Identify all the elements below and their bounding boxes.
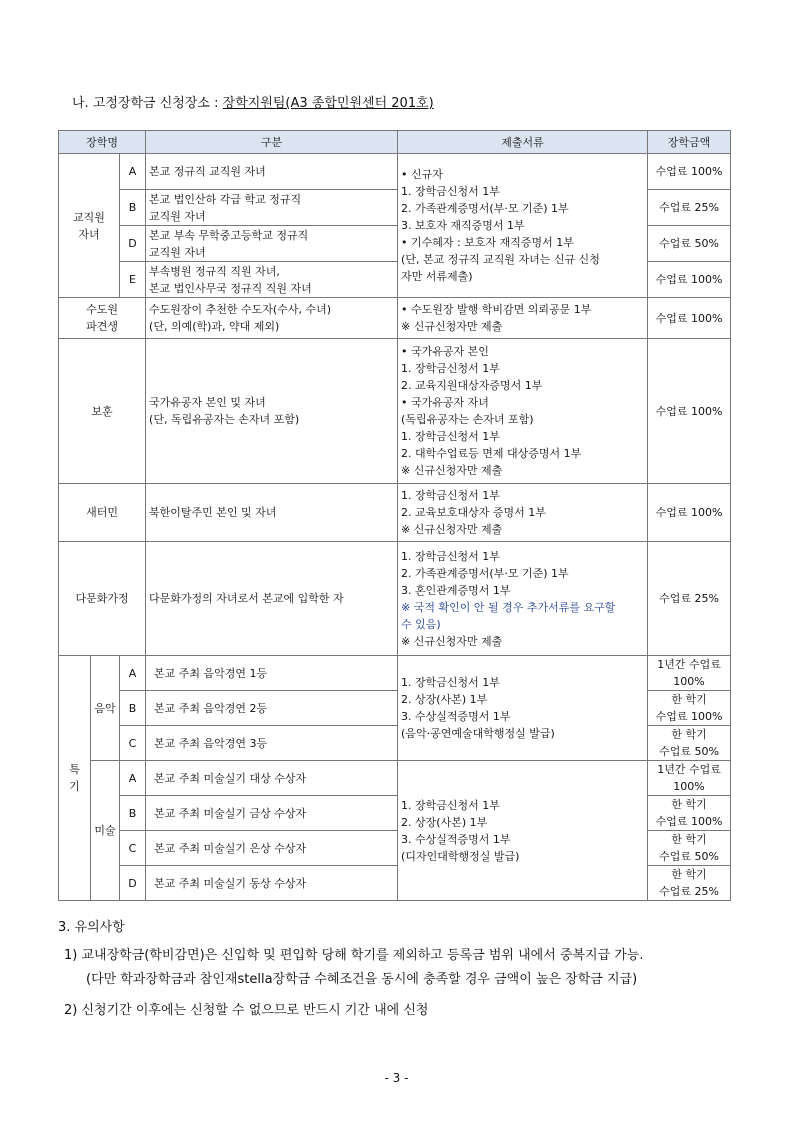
- row-code: A: [120, 656, 146, 691]
- row-desc: 본교 주최 미술실기 은상 수상자: [146, 831, 398, 866]
- row-amount: 1년간 수업료 100%: [648, 656, 731, 691]
- multicultural-docs-footnote: ※ 신규신청자만 제출: [401, 634, 503, 648]
- row-code: E: [120, 262, 146, 298]
- row-code: C: [120, 726, 146, 761]
- row-desc: 본교 주최 음악경연 1등: [146, 656, 398, 691]
- row-code: B: [120, 796, 146, 831]
- header-name: 장학명: [59, 131, 146, 154]
- section3-title: 3. 유의사항: [58, 920, 125, 935]
- table-header-row: [59, 131, 731, 154]
- row-desc: 부속병원 정규직 직원 자녀, 본교 법인사무국 정규직 직원 자녀: [146, 262, 398, 298]
- multicultural-amount: 수업료 25%: [648, 542, 731, 656]
- veterans-desc: 국가유공자 본인 및 자녀 (단, 독립유공자는 손자녀 포함): [146, 339, 398, 484]
- special-group-name: 특 기: [59, 656, 91, 901]
- row-amount: 한 학기 수업료 50%: [648, 726, 731, 761]
- veterans-amount: 수업료 100%: [648, 339, 731, 484]
- multicultural-docs-note: ※ 국적 확인이 안 될 경우 추가서류를 요구할 수 있음): [401, 600, 616, 631]
- monastic-amount: 수업료 100%: [648, 298, 731, 339]
- row-desc: 본교 주최 미술실기 금상 수상자: [146, 796, 398, 831]
- header-category: 구분: [146, 131, 398, 154]
- multicultural-desc: 다문화가정의 자녀로서 본교에 입학한 자: [146, 542, 398, 656]
- veterans-name: 보훈: [59, 339, 146, 484]
- row-code: A: [120, 154, 146, 190]
- row-code: D: [120, 226, 146, 262]
- music-docs: 1. 장학금신청서 1부 2. 상장(사본) 1부 3. 수상실적증명서 1부 (음악·공연예술대학행정실 발급): [398, 656, 648, 761]
- row-desc: 본교 주최 음악경연 2등: [146, 691, 398, 726]
- multicultural-name: 다문화가정: [59, 542, 146, 656]
- defector-desc: 북한이탈주민 본인 및 자녀: [146, 484, 398, 542]
- row-desc: 본교 부속 무학중고등학교 정규직 교직원 자녀: [146, 226, 398, 262]
- page-number: - 3 -: [384, 1071, 409, 1085]
- row-code: C: [120, 831, 146, 866]
- row-amount: 한 학기 수업료 100%: [648, 796, 731, 831]
- multicultural-docs-list: 1. 장학금신청서 1부 2. 가족관계증명서(부·모 기준) 1부 3. 혼인관계증명서 1부: [401, 549, 569, 597]
- veterans-docs: • 국가유공자 본인 1. 장학금신청서 1부 2. 교육지원대상자증명서 1부 • 국가유공자 자녀 (독립유공자는 손자녀 포함) 1. 장학금신청서 1부 2. 대학수업료등 면제 대상증명서 1부 ※ 신규신청자만 제출: [398, 339, 648, 484]
- row-desc: 본교 법인산하 각급 학교 정규직 교직원 자녀: [146, 190, 398, 226]
- monastic-name: 수도원 파견생: [59, 298, 146, 339]
- row-amount: 한 학기 수업료 100%: [648, 691, 731, 726]
- defector-name: 새터민: [59, 484, 146, 542]
- monastic-docs: • 수도원장 발행 학비감면 의뢰공문 1부 ※ 신규신청자만 제출: [398, 298, 648, 339]
- art-name: 미술: [91, 761, 120, 901]
- monastic-desc: 수도원장이 추천한 수도자(수사, 수녀) (단, 의예(학)과, 약대 제외): [146, 298, 398, 339]
- music-name: 음악: [91, 656, 120, 761]
- row-desc: 본교 정규직 교직원 자녀: [146, 154, 398, 190]
- defector-amount: 수업료 100%: [648, 484, 731, 542]
- row-amount: 수업료 100%: [648, 262, 731, 298]
- row-desc: 본교 주최 음악경연 3등: [146, 726, 398, 761]
- row-code: A: [120, 761, 146, 796]
- table-row: [59, 656, 731, 691]
- table-row: [59, 542, 731, 656]
- scholarship-table: [58, 130, 731, 901]
- table-row: [59, 761, 731, 796]
- staff-group-name: 교직원 자녀: [59, 154, 120, 298]
- heading-location: 장학지원팀(A3 종합민원센터 201호): [222, 96, 434, 111]
- notice-item-1: 1) 교내장학금(학비감면)은 신입학 및 편입학 당해 학기를 제외하고 등록금 범위 내에서 중복지급 가능.: [64, 948, 644, 963]
- art-docs: 1. 장학금신청서 1부 2. 상장(사본) 1부 3. 수상실적증명서 1부 (디자인대학행정실 발급): [398, 761, 648, 901]
- table-row: [59, 298, 731, 339]
- table-row: [59, 154, 731, 190]
- notice-item-2: 2) 신청기간 이후에는 신청할 수 없으므로 반드시 기간 내에 신청: [64, 1003, 429, 1018]
- staff-docs: • 신규자 1. 장학금신청서 1부 2. 가족관계증명서(부·모 기준) 1부 3. 보호자 재직증명서 1부 • 기수혜자 : 보호자 재직증명서 1부 (단, 본교 정규직 교직원 자녀는 신규 신청 자만 서류제출): [398, 154, 648, 298]
- row-amount: 수업료 100%: [648, 154, 731, 190]
- row-desc: 본교 주최 미술실기 동상 수상자: [146, 866, 398, 901]
- table-row: [59, 484, 731, 542]
- table-row: [59, 339, 731, 484]
- section-heading: [72, 92, 434, 111]
- defector-docs: 1. 장학금신청서 1부 2. 교육보호대상자 증명서 1부 ※ 신규신청자만 제출: [398, 484, 648, 542]
- notice-item-1-note: (다만 학과장학금과 참인재stella장학금 수혜조건을 동시에 충족할 경우 금액이 높은 장학금 지급): [86, 972, 638, 987]
- row-desc: 본교 주최 미술실기 대상 수상자: [146, 761, 398, 796]
- row-amount: 한 학기 수업료 25%: [648, 866, 731, 901]
- row-amount: 한 학기 수업료 50%: [648, 831, 731, 866]
- header-documents: 제출서류: [398, 131, 648, 154]
- row-amount: 1년간 수업료 100%: [648, 761, 731, 796]
- row-code: B: [120, 691, 146, 726]
- row-code: B: [120, 190, 146, 226]
- heading-prefix: 나. 고정장학금 신청장소 :: [72, 96, 219, 111]
- row-amount: 수업료 25%: [648, 190, 731, 226]
- multicultural-docs: [398, 542, 648, 656]
- row-code: D: [120, 866, 146, 901]
- row-amount: 수업료 50%: [648, 226, 731, 262]
- header-amount: 장학금액: [648, 131, 731, 154]
